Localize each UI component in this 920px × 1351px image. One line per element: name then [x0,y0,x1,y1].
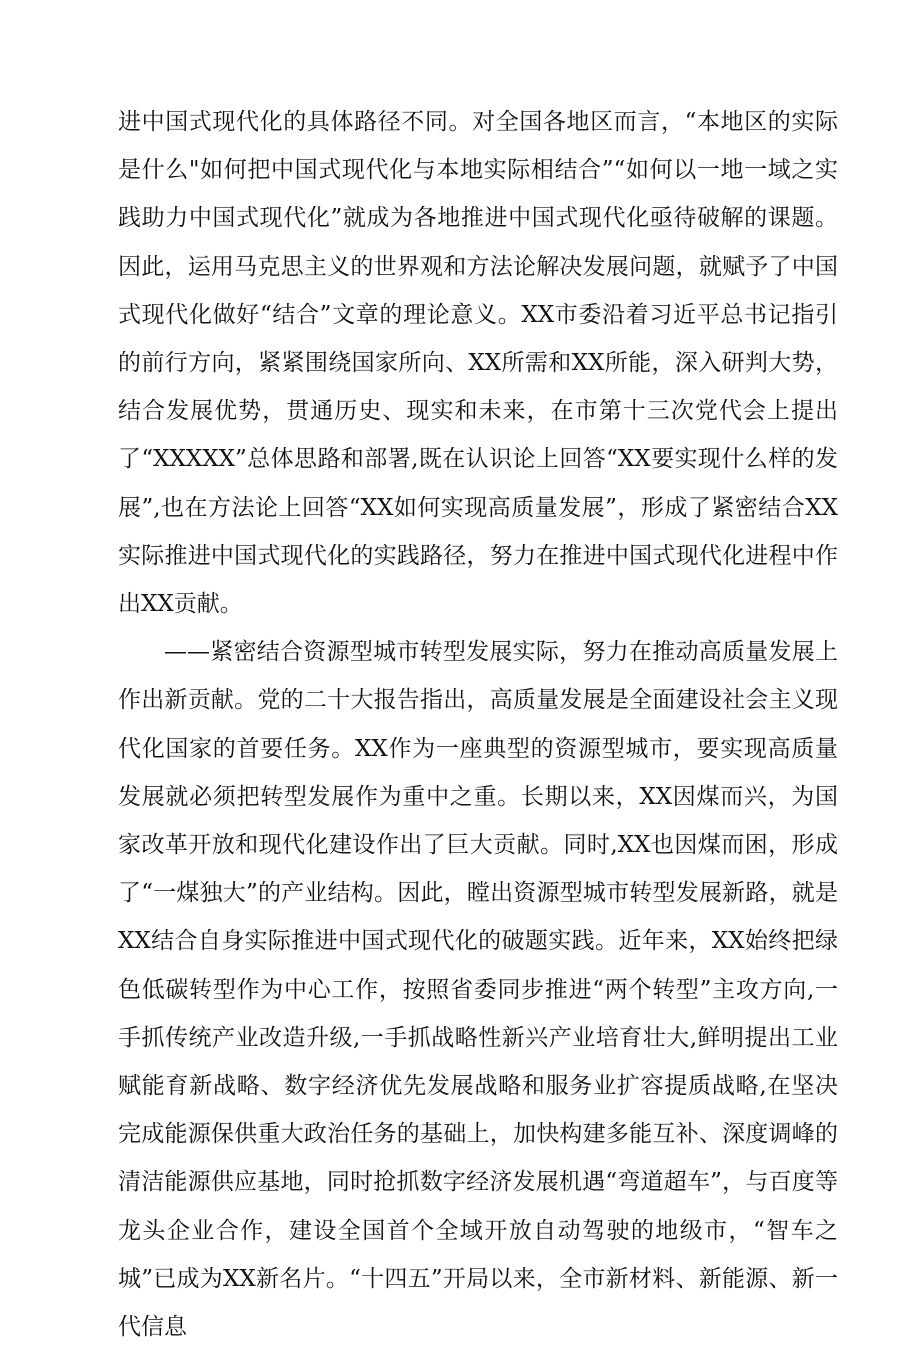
paragraph-resource-city-transformation: ——紧密结合资源型城市转型发展实际，努力在推动高质量发展上作出新贡献。党的二十大报告指出，高质量发展是全面建设社会主义现代化国家的首要任务。XX作为一座典型的资源型城市，要实现高质量发展就必须把转型发展作为重中之重。长期以来，XX因煤而兴，为国家改革开放和现代化建设作出了巨大贡献。同时,XX也因煤而困，形成了“一煤独大”的产业结构。因此，瞠出资源型城市转型发展新路，就是XX结合自身实际推进中国式现代化的破题实践。近年来，XX始终把绿色低碳转型作为中心工作，按照省委同步推进“两个转型”主攻方向,一手抓传统产业改造升级,一手抓战略性新兴产业培育壮大,鲜明提出工业赋能育新战略、数字经济优先发展战略和服务业扩容提质战略,在坚决完成能源保供重大政治任务的基础上，加快构建多能互补、深度调峰的清洁能源供应基地，同时抢抓数字经济发展机遇“弯道超车”，与百度等龙头企业合作，建设全国首个全域开放自动驾驶的地级市，“智车之城”已成为XX新名片。“十四五”开局以来，全市新材料、新能源、新一代信息 [118,639,838,1341]
paragraph-continuation: 进中国式现代化的具体路径不同。对全国各地区而言，“本地区的实际是什么"如何把中国式现代化与本地实际相结合”“如何以一地一域之实践助力中国式现代化”就成为各地推进中国式现代化亟待破解的课题。因此，运用马克思主义的世界观和方法论解决发展问题，就赋予了中国式现代化做好“结合”文章的理论意义。XX市委沿着习近平总书记指引的前行方向，紧紧围绕国家所向、XX所需和XX所能，深入研判大势，结合发展优势，贯通历史、现实和未来，在市第十三次党代会上提出了“XXXXX”总体思路和部署,既在认识论上回答“XX要实现什么样的发展”,也在方法论上回答“XX如何实现高质量发展”，形成了紧密结合XX实际推进中国式现代化的实践路径，努力在推进中国式现代化进程中作出XX贡献。 [118,109,838,618]
document-body [118,98,838,1351]
